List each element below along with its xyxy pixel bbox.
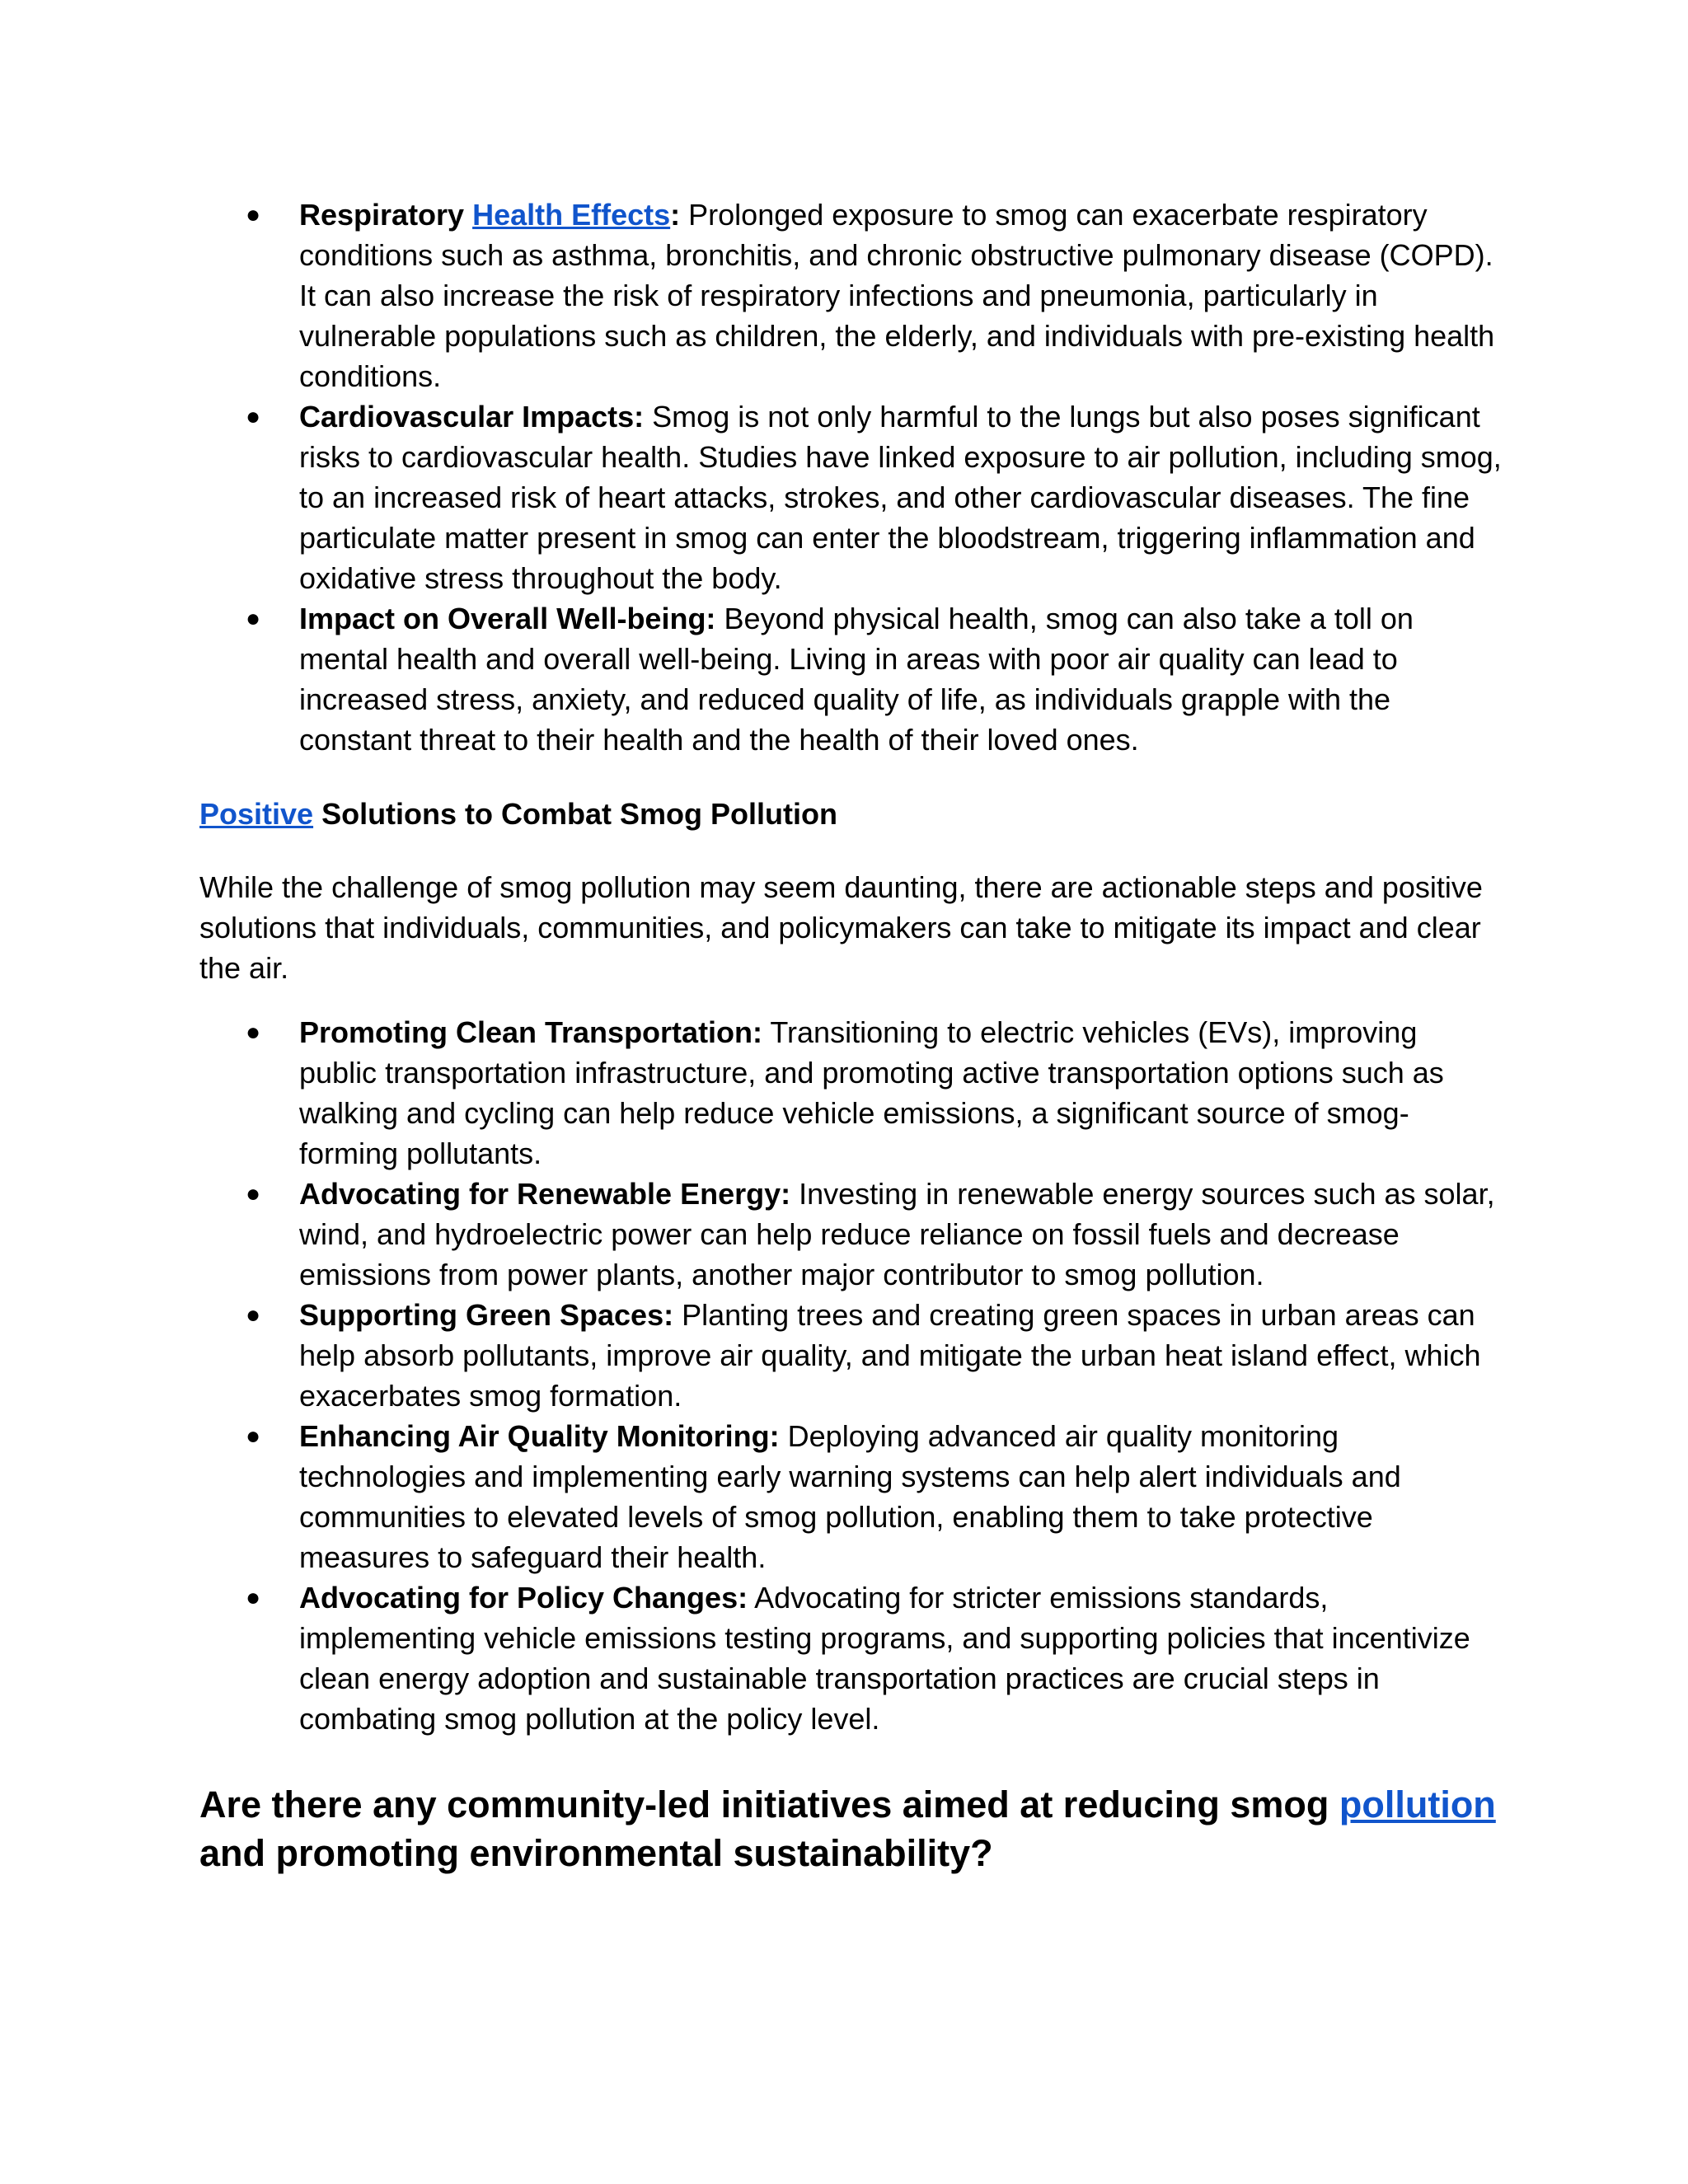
list-item-respiratory xyxy=(0,194,1503,396)
bullet-icon: ● xyxy=(246,403,261,430)
health-effects-list xyxy=(0,194,1688,760)
positive-link[interactable]: Positive xyxy=(199,797,314,831)
community-initiatives-heading xyxy=(199,1780,1518,1877)
item-term: Cardiovascular Impacts: xyxy=(299,400,645,434)
bullet-icon: ● xyxy=(246,201,261,228)
bullet-icon: ● xyxy=(246,1019,261,1046)
solutions-list xyxy=(0,1012,1688,1739)
item-text: Smog is not only harmful to the lungs but also poses significant risks to cardiovascular health. Studies have linked exposure to air pollution, including smog, to an increased risk of heart attacks, strokes, and other cardiovascular diseases. The fine particulate matter present in smog can enter the bloodstream, triggering inflammation and oxidative stress throughout the body. xyxy=(299,400,1502,595)
list-item-air-quality-monitoring xyxy=(0,1416,1503,1577)
item-text: Advocating for stricter emissions standards, implementing vehicle emissions testing programs, and supporting policies that incentivize clean energy adoption and sustainable transportation practices are crucial steps in combating smog pollution at the policy level. xyxy=(299,1581,1470,1736)
question-text-before: Are there any community-led initiatives aimed at reducing smog xyxy=(199,1783,1339,1825)
health-effects-link[interactable]: Health Effects xyxy=(472,198,671,232)
solutions-heading-text: Solutions to Combat Smog Pollution xyxy=(313,797,838,831)
item-term: Impact on Overall Well-being: xyxy=(299,602,716,635)
solutions-heading xyxy=(199,794,837,834)
item-text: Investing in renewable energy sources such as solar, wind, and hydroelectric power can help reduce reliance on fossil fuels and decrease emissions from power plants, another major contributor to smog pollution. xyxy=(299,1177,1495,1291)
item-text: Deploying advanced air quality monitoring technologies and implementing early warning systems can help alert individuals and communities to elevated levels of smog pollution, enabling them to take protective measures to safeguard their health. xyxy=(299,1419,1401,1574)
item-term: Respiratory xyxy=(299,198,473,232)
list-item-policy-changes xyxy=(0,1577,1503,1739)
bullet-icon: ● xyxy=(246,605,261,632)
list-item-cardiovascular xyxy=(0,396,1503,598)
bullet-icon: ● xyxy=(246,1301,261,1329)
list-item-green-spaces xyxy=(0,1295,1503,1416)
item-text: Beyond physical health, smog can also take a toll on mental health and overall well-being. Living in areas with poor air quality can lead to increased stress, anxiety, and reduced quality of life, as individuals grapple with the constant threat to their health and the health of their loved ones. xyxy=(299,602,1414,757)
intro-paragraph: While the challenge of smog pollution may seem daunting, there are actionable steps and positive solutions that individuals, communities, and policymakers can take to mitigate its impact and clear the air. xyxy=(199,870,1483,985)
item-term: Promoting Clean Transportation: xyxy=(299,1015,763,1049)
list-item-clean-transportation xyxy=(0,1012,1503,1174)
bullet-icon: ● xyxy=(246,1584,261,1611)
item-term: Advocating for Policy Changes: xyxy=(299,1581,748,1615)
bullet-icon: ● xyxy=(246,1422,261,1450)
list-item-renewable-energy xyxy=(0,1174,1503,1295)
item-term: Enhancing Air Quality Monitoring: xyxy=(299,1419,780,1453)
question-text-after: and promoting environmental sustainability? xyxy=(199,1832,993,1874)
list-item-well-being xyxy=(0,598,1503,760)
item-term: Supporting Green Spaces: xyxy=(299,1298,674,1332)
item-text: Transitioning to electric vehicles (EVs), improving public transportation infrastructure, and promoting active transportation options such as walking and cycling can help reduce vehicle emissions, a significant source of smog-forming pollutants. xyxy=(299,1015,1444,1170)
item-term: Advocating for Renewable Energy: xyxy=(299,1177,791,1211)
item-text: Planting trees and creating green spaces in urban areas can help absorb pollutants, improve air quality, and mitigate the urban heat island effect, which exacerbates smog formation. xyxy=(299,1298,1481,1413)
item-text: Prolonged exposure to smog can exacerbate respiratory conditions such as asthma, bronchitis, and chronic obstructive pulmonary disease (COPD). It can also increase the risk of respiratory infections and pneumonia, particularly in vulnerable populations such as children, the elderly, and individuals with pre-existing health conditions. xyxy=(299,198,1495,393)
pollution-link[interactable]: pollution xyxy=(1339,1783,1496,1825)
item-term-suffix: : xyxy=(670,198,681,232)
bullet-icon: ● xyxy=(246,1180,261,1207)
